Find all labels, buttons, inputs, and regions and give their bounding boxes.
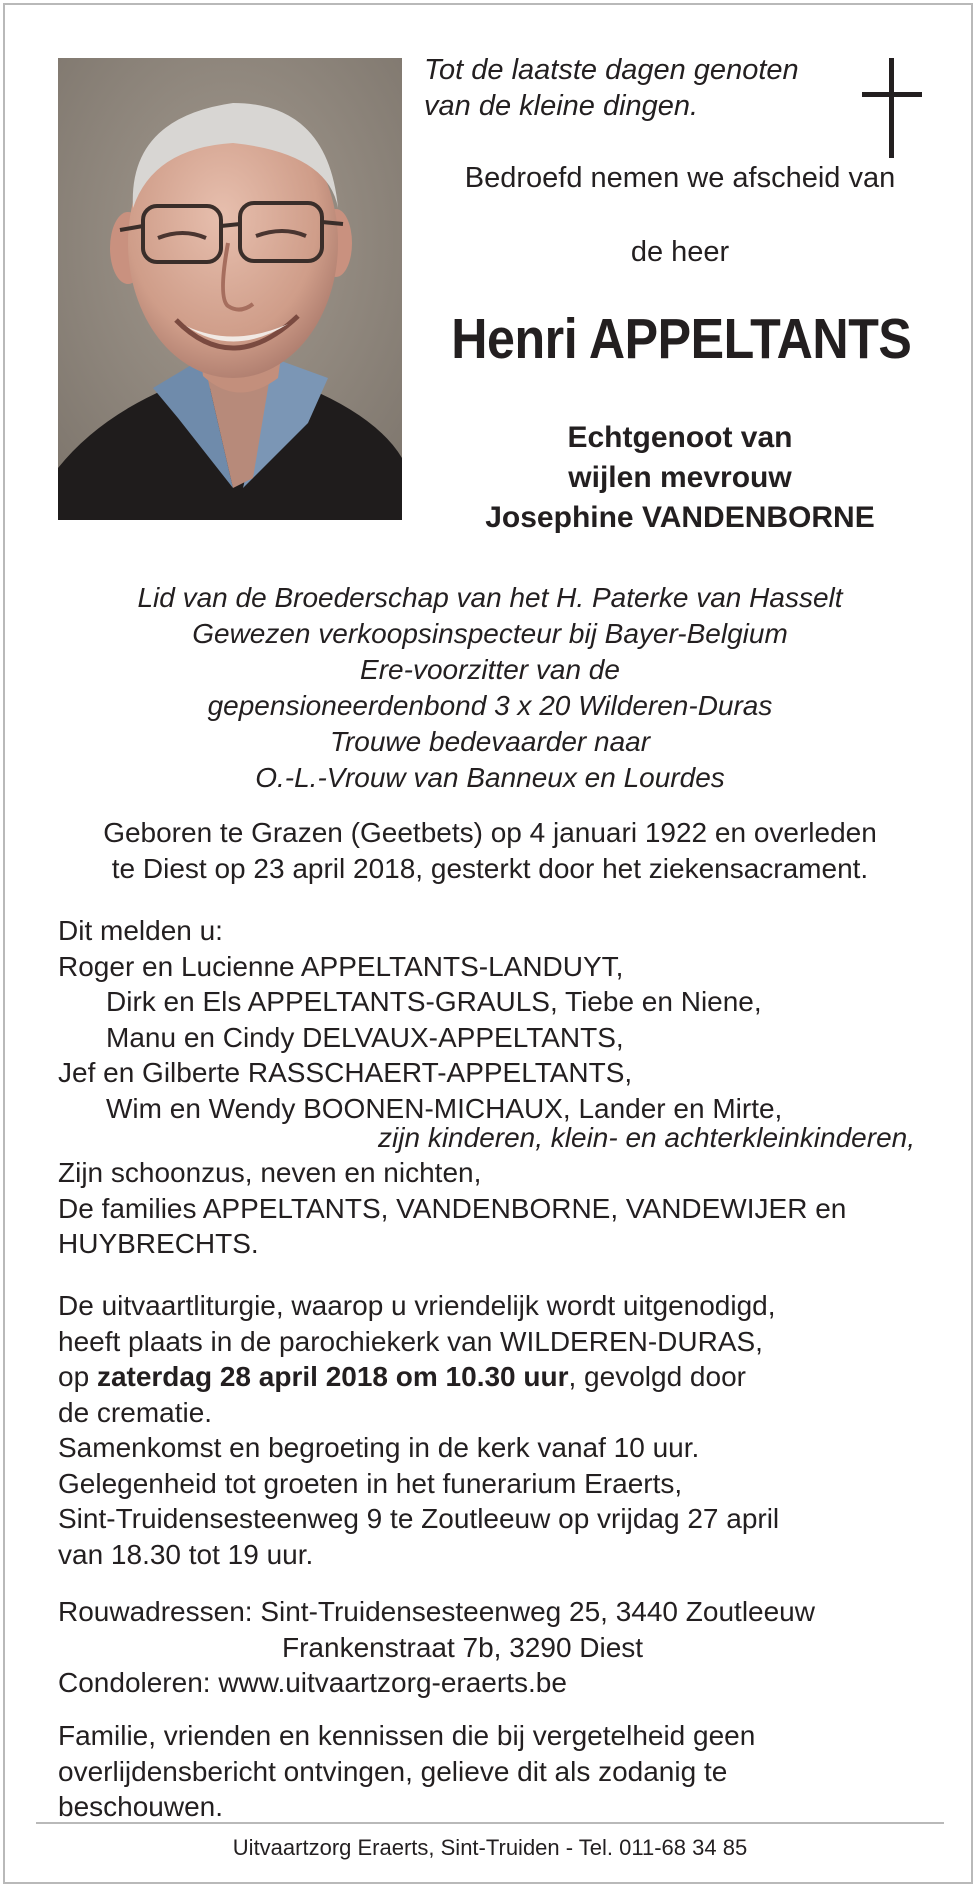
poem-line: van de kleine dingen.: [424, 90, 699, 122]
footer-divider: [36, 1822, 944, 1824]
family-line: Wim en Wendy BOONEN-MICHAUX, Lander en Mirte,: [106, 1092, 783, 1124]
family-line: Roger en Lucienne APPELTANTS-LANDUYT,: [58, 950, 624, 982]
spouse-info: [420, 418, 940, 538]
final-note: [58, 1718, 755, 1825]
role-line: Gewezen verkoopsinspecteur bij Bayer-Belgium: [192, 618, 788, 649]
cross-icon: [862, 58, 924, 160]
mourning-address: Rouwadressen: Sint-Truidensesteenweg 25, 3440 Zoutleeuw: [58, 1596, 815, 1627]
addresses: [58, 1594, 815, 1701]
extended-family: [58, 1155, 846, 1262]
final-line: overlijdensbericht ontvingen, gelieve dit als zodanig te: [58, 1755, 728, 1787]
born-line: Geboren te Grazen (Geetbets) op 4 januari 1922 en overleden: [103, 817, 877, 848]
funeral-date: zaterdag 28 april 2018 om 10.30 uur: [96, 1361, 569, 1392]
funeral-line: Gelegenheid tot groeten in het funerarium Eraerts,: [58, 1467, 683, 1499]
spouse-line: Echtgenoot van: [567, 421, 793, 454]
family-other-line: HUYBRECHTS.: [58, 1228, 259, 1259]
family-line: Manu en Cindy DELVAUX-APPELTANTS,: [106, 1021, 624, 1053]
poem-quote: [424, 52, 799, 124]
poem-line: Tot de laatste dagen genoten: [424, 54, 799, 86]
funeral-line: Samenkomst en begroeting in de kerk vanaf 10 uur.: [58, 1432, 700, 1463]
family-other-line: Zijn schoonzus, neven en nichten,: [58, 1157, 482, 1188]
funeral-line: de crematie.: [58, 1396, 213, 1428]
mourning-address-2: Frankenstraat 7b, 3290 Diest: [282, 1631, 644, 1663]
family-heading: Dit melden u:: [58, 915, 223, 946]
family-other-line: De families APPELTANTS, VANDENBORNE, VANDEWIJER en: [58, 1192, 847, 1224]
intro-text: Bedroefd nemen we afscheid van: [464, 162, 896, 194]
role-line: O.-L.-Vrouw van Banneux en Lourdes: [255, 762, 725, 793]
role-line: Trouwe bedevaarder naar: [329, 726, 651, 757]
condolence-link[interactable]: Condoleren: www.uitvaartzorg-eraerts.be: [58, 1667, 567, 1698]
honorific: de heer: [630, 236, 730, 268]
family-line: Dirk en Els APPELTANTS-GRAULS, Tiebe en Niene,: [106, 986, 762, 1017]
birth-death-info: [0, 815, 980, 887]
funeral-details: [58, 1288, 779, 1572]
funeral-line: Sint-Truidensesteenweg 9 te Zoutleeuw op vrijdag 27 april: [58, 1503, 780, 1534]
funeral-line: De uitvaartliturgie, waarop u vriendelijk wordt uitgenodigd,: [58, 1290, 776, 1321]
role-line: Ere-voorzitter van de: [360, 654, 620, 685]
role-line: gepensioneerdenbond 3 x 20 Wilderen-Duras: [207, 690, 773, 721]
footer-text: Uitvaartzorg Eraerts, Sint-Truiden - Tel. 011-68 34 85: [232, 1835, 748, 1860]
funeral-line: van 18.30 tot 19 uur.: [58, 1538, 314, 1570]
final-line: Familie, vrienden en kennissen die bij vergetelheid geen: [58, 1720, 756, 1751]
final-line: beschouwen.: [58, 1791, 224, 1822]
spouse-line: wijlen mevrouw: [568, 461, 792, 494]
spouse-line: Josephine VANDENBORNE: [485, 501, 875, 534]
born-line: te Diest op 23 april 2018, gesterkt door het ziekensacrament.: [111, 853, 869, 884]
roles-list: [0, 580, 980, 796]
role-line: Lid van de Broederschap van het H. Paterke van Hasselt: [137, 582, 843, 613]
portrait-photo: [58, 58, 402, 520]
family-line: Jef en Gilberte RASSCHAERT-APPELTANTS,: [58, 1057, 633, 1088]
deceased-name: Henri APPELTANTS: [451, 307, 912, 371]
family-announcement: [58, 913, 782, 1126]
funeral-date-line: op zaterdag 28 april 2018 om 10.30 uur, gevolgd door: [58, 1361, 746, 1392]
funeral-line: heeft plaats in de parochiekerk van WILDEREN-DURAS,: [58, 1325, 763, 1357]
family-relation: zijn kinderen, klein- en achterkleinkinderen,: [378, 1122, 915, 1153]
